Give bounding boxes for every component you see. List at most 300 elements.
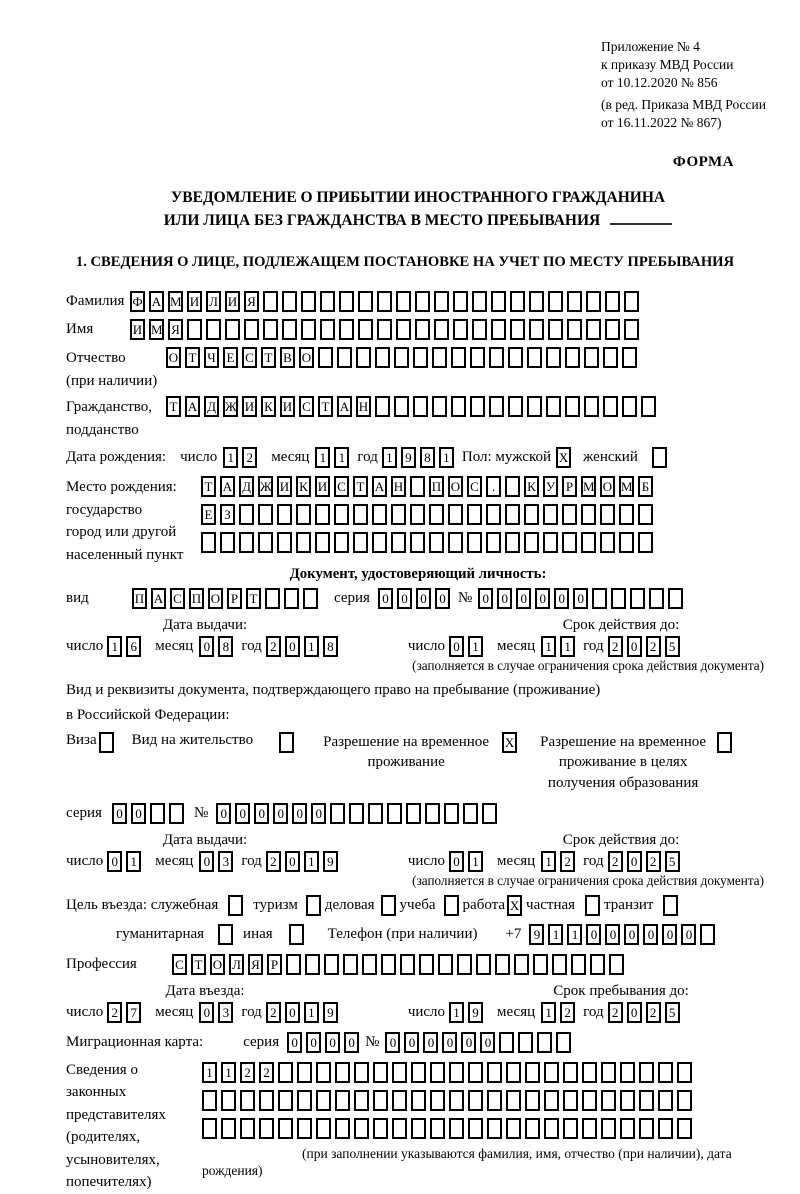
birth-year-cell[interactable]: 1 [439, 447, 454, 468]
profession-cell[interactable] [343, 954, 358, 975]
name-cell[interactable] [225, 319, 240, 340]
mc-series-cell[interactable]: 0 [325, 1032, 340, 1053]
phone-cell[interactable] [700, 924, 715, 945]
legal-reps-cell[interactable] [525, 1062, 540, 1083]
birth-place-cell[interactable]: О [448, 476, 463, 497]
citizenship-cell[interactable] [546, 396, 561, 417]
birth-place-cell[interactable] [486, 504, 501, 525]
legal-reps-cell[interactable] [487, 1062, 502, 1083]
legal-reps-cell[interactable] [449, 1118, 464, 1139]
birth-place-cell[interactable]: С [334, 476, 349, 497]
birth-place-cell[interactable] [581, 532, 596, 553]
legal-reps-cell[interactable] [240, 1118, 255, 1139]
citizenship-cell[interactable]: Д [204, 396, 219, 417]
legal-reps-cell[interactable] [202, 1118, 217, 1139]
doc-issue-month-cell[interactable]: 8 [218, 636, 233, 657]
name-cell[interactable] [282, 319, 297, 340]
name-cell[interactable] [624, 319, 639, 340]
birth-place-cell[interactable] [201, 532, 216, 553]
profession-cell[interactable] [419, 954, 434, 975]
mc-series-cell[interactable]: 0 [287, 1032, 302, 1053]
doc-issue-year-cell[interactable]: 1 [304, 636, 319, 657]
birth-place-cell[interactable] [296, 504, 311, 525]
res-valid-month-cell[interactable]: 2 [560, 851, 575, 872]
legal-reps-cell[interactable]: 1 [221, 1062, 236, 1083]
patronymic-cell[interactable] [565, 347, 580, 368]
birth-place-cell[interactable] [258, 504, 273, 525]
patronymic-cell[interactable] [470, 347, 485, 368]
legal-reps-cell[interactable] [677, 1090, 692, 1111]
name-cell[interactable] [491, 319, 506, 340]
legal-reps-cell[interactable] [221, 1118, 236, 1139]
res-issue-year-cell[interactable]: 1 [304, 851, 319, 872]
purpose-work-cell[interactable]: X [507, 895, 522, 916]
doc-issue-year-cell[interactable]: 0 [285, 636, 300, 657]
purpose-official-cell[interactable] [228, 895, 243, 916]
phone-cell[interactable]: 1 [548, 924, 563, 945]
res-number-cell[interactable] [387, 803, 402, 824]
res-number-cell[interactable] [330, 803, 345, 824]
patronymic-cell[interactable]: О [166, 347, 181, 368]
name-cell[interactable] [301, 319, 316, 340]
profession-cell[interactable] [552, 954, 567, 975]
sex-female-cell[interactable] [652, 447, 667, 468]
stay-day-cell[interactable]: 9 [468, 1002, 483, 1023]
legal-reps-cell[interactable] [658, 1118, 673, 1139]
surname-cell[interactable] [472, 291, 487, 312]
legal-reps-cell[interactable] [373, 1090, 388, 1111]
name-cell[interactable]: М [149, 319, 164, 340]
legal-reps-cell[interactable] [468, 1118, 483, 1139]
citizenship-cell[interactable] [565, 396, 580, 417]
doc-number-cell[interactable] [668, 588, 683, 609]
surname-cell[interactable] [491, 291, 506, 312]
legal-reps-cell[interactable] [639, 1118, 654, 1139]
doc-number-cell[interactable]: 0 [573, 588, 588, 609]
legal-reps-cell[interactable] [354, 1062, 369, 1083]
patronymic-cell[interactable] [451, 347, 466, 368]
res-issue-month-cell[interactable]: 3 [218, 851, 233, 872]
res-issue-year-cell[interactable]: 2 [266, 851, 281, 872]
birth-place-cell[interactable]: С [467, 476, 482, 497]
legal-reps-cell[interactable] [411, 1090, 426, 1111]
legal-reps-cell[interactable] [259, 1118, 274, 1139]
birth-place-cell[interactable] [315, 504, 330, 525]
birth-place-cell[interactable] [638, 532, 653, 553]
doc-valid-year-cell[interactable]: 2 [646, 636, 661, 657]
patronymic-cell[interactable] [508, 347, 523, 368]
res-number-cell[interactable]: 0 [254, 803, 269, 824]
birth-place-cell[interactable] [391, 532, 406, 553]
birth-place-cell[interactable] [239, 532, 254, 553]
birth-place-cell[interactable] [429, 532, 444, 553]
legal-reps-cell[interactable] [620, 1062, 635, 1083]
surname-cell[interactable]: Ф [130, 291, 145, 312]
birth-place-cell[interactable] [334, 504, 349, 525]
birth-place-cell[interactable] [372, 532, 387, 553]
birth-place-cell[interactable]: Е [201, 504, 216, 525]
legal-reps-cell[interactable] [392, 1062, 407, 1083]
legal-reps-cell[interactable] [468, 1062, 483, 1083]
legal-reps-cell[interactable] [316, 1062, 331, 1083]
birth-year-cell[interactable]: 1 [382, 447, 397, 468]
patronymic-cell[interactable]: В [280, 347, 295, 368]
birth-place-cell[interactable]: И [315, 476, 330, 497]
birth-place-cell[interactable] [220, 532, 235, 553]
birth-place-cell[interactable]: А [372, 476, 387, 497]
legal-reps-cell[interactable] [544, 1118, 559, 1139]
legal-reps-cell[interactable] [297, 1118, 312, 1139]
citizenship-cell[interactable] [470, 396, 485, 417]
purpose-humanitarian-cell[interactable] [218, 924, 233, 945]
doc-kind-cell[interactable]: П [132, 588, 147, 609]
birth-place-cell[interactable] [524, 504, 539, 525]
stay-year-cell[interactable]: 0 [627, 1002, 642, 1023]
purpose-tourism-cell[interactable] [306, 895, 321, 916]
profession-cell[interactable] [495, 954, 510, 975]
res-valid-day-cell[interactable]: 1 [468, 851, 483, 872]
stay-month-cell[interactable]: 2 [560, 1002, 575, 1023]
birth-place-cell[interactable] [448, 504, 463, 525]
mc-number-cell[interactable] [518, 1032, 533, 1053]
doc-kind-cell[interactable] [284, 588, 299, 609]
name-cell[interactable] [320, 319, 335, 340]
doc-kind-cell[interactable] [303, 588, 318, 609]
legal-reps-cell[interactable] [335, 1118, 350, 1139]
birth-place-cell[interactable]: Б [638, 476, 653, 497]
mc-number-cell[interactable] [556, 1032, 571, 1053]
profession-cell[interactable] [457, 954, 472, 975]
birth-place-cell[interactable]: М [581, 476, 596, 497]
legal-reps-cell[interactable]: 1 [202, 1062, 217, 1083]
res-valid-month-cell[interactable]: 1 [541, 851, 556, 872]
birth-place-cell[interactable] [581, 504, 596, 525]
name-cell[interactable] [263, 319, 278, 340]
birth-place-cell[interactable]: Р [562, 476, 577, 497]
legal-reps-cell[interactable] [563, 1118, 578, 1139]
name-cell[interactable] [586, 319, 601, 340]
res-valid-year-cell[interactable]: 2 [608, 851, 623, 872]
patronymic-cell[interactable]: С [242, 347, 257, 368]
surname-cell[interactable] [358, 291, 373, 312]
birth-place-cell[interactable] [486, 532, 501, 553]
surname-cell[interactable]: И [225, 291, 240, 312]
doc-kind-cell[interactable]: А [151, 588, 166, 609]
legal-reps-cell[interactable] [430, 1062, 445, 1083]
legal-reps-cell[interactable] [658, 1090, 673, 1111]
name-cell[interactable] [377, 319, 392, 340]
birth-place-cell[interactable] [600, 532, 615, 553]
name-cell[interactable] [206, 319, 221, 340]
res-number-cell[interactable] [425, 803, 440, 824]
legal-reps-cell[interactable] [563, 1062, 578, 1083]
birth-place-cell[interactable]: Т [353, 476, 368, 497]
profession-cell[interactable]: Я [248, 954, 263, 975]
doc-number-cell[interactable] [630, 588, 645, 609]
phone-cell[interactable]: 0 [662, 924, 677, 945]
legal-reps-cell[interactable] [620, 1090, 635, 1111]
name-cell[interactable] [244, 319, 259, 340]
profession-cell[interactable] [286, 954, 301, 975]
birth-day-cell[interactable]: 1 [223, 447, 238, 468]
legal-reps-cell[interactable] [297, 1062, 312, 1083]
legal-reps-cell[interactable] [297, 1090, 312, 1111]
birth-place-cell[interactable] [315, 532, 330, 553]
doc-issue-day-cell[interactable]: 1 [107, 636, 122, 657]
name-cell[interactable] [472, 319, 487, 340]
doc-number-cell[interactable] [592, 588, 607, 609]
entry-year-cell[interactable]: 0 [285, 1002, 300, 1023]
citizenship-cell[interactable]: С [299, 396, 314, 417]
name-cell[interactable] [548, 319, 563, 340]
name-cell[interactable] [187, 319, 202, 340]
mc-number-cell[interactable] [537, 1032, 552, 1053]
legal-reps-cell[interactable] [601, 1118, 616, 1139]
doc-valid-year-cell[interactable]: 2 [608, 636, 623, 657]
citizenship-cell[interactable] [451, 396, 466, 417]
patronymic-cell[interactable]: О [299, 347, 314, 368]
legal-reps-cell[interactable] [487, 1090, 502, 1111]
profession-cell[interactable] [305, 954, 320, 975]
legal-reps-cell[interactable] [202, 1090, 217, 1111]
legal-reps-cell[interactable] [582, 1062, 597, 1083]
citizenship-cell[interactable]: И [242, 396, 257, 417]
residence-permit-cell[interactable] [279, 732, 294, 753]
res-valid-day-cell[interactable]: 0 [449, 851, 464, 872]
entry-day-cell[interactable]: 2 [107, 1002, 122, 1023]
sex-male-cell[interactable]: X [556, 447, 571, 468]
profession-cell[interactable] [400, 954, 415, 975]
birth-place-cell[interactable]: А [220, 476, 235, 497]
birth-month-cell[interactable]: 1 [334, 447, 349, 468]
patronymic-cell[interactable] [318, 347, 333, 368]
birth-place-cell[interactable] [410, 504, 425, 525]
legal-reps-cell[interactable] [259, 1090, 274, 1111]
entry-year-cell[interactable]: 2 [266, 1002, 281, 1023]
stay-month-cell[interactable]: 1 [541, 1002, 556, 1023]
doc-valid-year-cell[interactable]: 0 [627, 636, 642, 657]
purpose-other-cell[interactable] [289, 924, 304, 945]
legal-reps-cell[interactable] [601, 1090, 616, 1111]
doc-issue-year-cell[interactable]: 2 [266, 636, 281, 657]
citizenship-cell[interactable] [641, 396, 656, 417]
citizenship-cell[interactable]: Т [318, 396, 333, 417]
birth-place-cell[interactable] [524, 532, 539, 553]
birth-place-cell[interactable]: О [600, 476, 615, 497]
res-issue-month-cell[interactable]: 0 [199, 851, 214, 872]
birth-place-cell[interactable] [619, 532, 634, 553]
mc-series-cell[interactable]: 0 [344, 1032, 359, 1053]
trp-education-cell[interactable] [717, 732, 732, 753]
profession-cell[interactable] [514, 954, 529, 975]
birth-place-cell[interactable]: Т [201, 476, 216, 497]
patronymic-cell[interactable] [394, 347, 409, 368]
mc-number-cell[interactable]: 0 [442, 1032, 457, 1053]
patronymic-cell[interactable] [622, 347, 637, 368]
legal-reps-cell[interactable] [240, 1090, 255, 1111]
legal-reps-cell[interactable] [411, 1118, 426, 1139]
profession-cell[interactable] [362, 954, 377, 975]
entry-year-cell[interactable]: 1 [304, 1002, 319, 1023]
phone-cell[interactable]: 1 [567, 924, 582, 945]
surname-cell[interactable] [263, 291, 278, 312]
birth-place-cell[interactable] [505, 476, 520, 497]
legal-reps-cell[interactable] [525, 1090, 540, 1111]
birth-place-cell[interactable]: . [486, 476, 501, 497]
birth-place-cell[interactable] [638, 504, 653, 525]
surname-cell[interactable] [624, 291, 639, 312]
mc-number-cell[interactable]: 0 [385, 1032, 400, 1053]
birth-place-cell[interactable] [619, 504, 634, 525]
patronymic-cell[interactable] [337, 347, 352, 368]
patronymic-cell[interactable] [584, 347, 599, 368]
res-number-cell[interactable]: 0 [235, 803, 250, 824]
res-number-cell[interactable]: 0 [292, 803, 307, 824]
birth-place-cell[interactable] [391, 504, 406, 525]
citizenship-cell[interactable] [622, 396, 637, 417]
citizenship-cell[interactable] [375, 396, 390, 417]
profession-cell[interactable] [533, 954, 548, 975]
legal-reps-cell[interactable] [335, 1090, 350, 1111]
legal-reps-cell[interactable] [411, 1062, 426, 1083]
surname-cell[interactable] [434, 291, 449, 312]
citizenship-cell[interactable]: Т [166, 396, 181, 417]
name-cell[interactable]: И [130, 319, 145, 340]
legal-reps-cell[interactable] [392, 1090, 407, 1111]
res-series-cell[interactable] [169, 803, 184, 824]
entry-year-cell[interactable]: 9 [323, 1002, 338, 1023]
legal-reps-cell[interactable] [468, 1090, 483, 1111]
patronymic-cell[interactable] [356, 347, 371, 368]
res-valid-year-cell[interactable]: 5 [665, 851, 680, 872]
doc-valid-day-cell[interactable]: 0 [449, 636, 464, 657]
phone-cell[interactable]: 9 [529, 924, 544, 945]
entry-month-cell[interactable]: 3 [218, 1002, 233, 1023]
birth-place-cell[interactable]: Н [391, 476, 406, 497]
citizenship-cell[interactable] [603, 396, 618, 417]
birth-place-cell[interactable] [239, 504, 254, 525]
surname-cell[interactable] [339, 291, 354, 312]
birth-place-cell[interactable] [543, 532, 558, 553]
patronymic-cell[interactable] [413, 347, 428, 368]
profession-cell[interactable]: Л [229, 954, 244, 975]
legal-reps-cell[interactable] [582, 1118, 597, 1139]
visa-cell[interactable] [99, 732, 114, 753]
doc-valid-day-cell[interactable]: 1 [468, 636, 483, 657]
legal-reps-cell[interactable] [430, 1090, 445, 1111]
name-cell[interactable]: Я [168, 319, 183, 340]
birth-place-cell[interactable] [467, 504, 482, 525]
birth-place-cell[interactable]: У [543, 476, 558, 497]
birth-place-cell[interactable]: К [524, 476, 539, 497]
surname-cell[interactable] [548, 291, 563, 312]
legal-reps-cell[interactable] [449, 1090, 464, 1111]
profession-cell[interactable] [476, 954, 491, 975]
profession-cell[interactable] [571, 954, 586, 975]
citizenship-cell[interactable] [413, 396, 428, 417]
patronymic-cell[interactable]: Е [223, 347, 238, 368]
phone-cell[interactable]: 0 [586, 924, 601, 945]
birth-place-cell[interactable] [258, 532, 273, 553]
res-valid-year-cell[interactable]: 2 [646, 851, 661, 872]
patronymic-cell[interactable]: Т [261, 347, 276, 368]
legal-reps-cell[interactable] [335, 1062, 350, 1083]
birth-place-cell[interactable]: К [296, 476, 311, 497]
legal-reps-cell[interactable] [316, 1090, 331, 1111]
legal-reps-cell[interactable] [278, 1118, 293, 1139]
birth-place-cell[interactable] [562, 504, 577, 525]
phone-cell[interactable]: 0 [624, 924, 639, 945]
purpose-private-cell[interactable] [585, 895, 600, 916]
legal-reps-cell[interactable]: 2 [240, 1062, 255, 1083]
legal-reps-cell[interactable] [544, 1090, 559, 1111]
legal-reps-cell[interactable] [430, 1118, 445, 1139]
citizenship-cell[interactable] [394, 396, 409, 417]
stay-year-cell[interactable]: 5 [665, 1002, 680, 1023]
res-number-cell[interactable] [349, 803, 364, 824]
legal-reps-cell[interactable] [506, 1118, 521, 1139]
citizenship-cell[interactable]: Ж [223, 396, 238, 417]
citizenship-cell[interactable]: А [337, 396, 352, 417]
birth-place-cell[interactable] [372, 504, 387, 525]
entry-day-cell[interactable]: 7 [126, 1002, 141, 1023]
birth-place-cell[interactable]: Д [239, 476, 254, 497]
birth-place-cell[interactable] [562, 532, 577, 553]
res-issue-day-cell[interactable]: 0 [107, 851, 122, 872]
name-cell[interactable] [434, 319, 449, 340]
citizenship-cell[interactable] [527, 396, 542, 417]
legal-reps-cell[interactable] [601, 1062, 616, 1083]
birth-place-cell[interactable] [277, 532, 292, 553]
surname-cell[interactable]: И [187, 291, 202, 312]
birth-place-cell[interactable] [334, 532, 349, 553]
citizenship-cell[interactable] [432, 396, 447, 417]
surname-cell[interactable] [529, 291, 544, 312]
res-issue-year-cell[interactable]: 0 [285, 851, 300, 872]
doc-number-cell[interactable]: 0 [516, 588, 531, 609]
legal-reps-cell[interactable] [506, 1090, 521, 1111]
legal-reps-cell[interactable] [658, 1062, 673, 1083]
doc-valid-year-cell[interactable]: 5 [665, 636, 680, 657]
citizenship-cell[interactable] [489, 396, 504, 417]
legal-reps-cell[interactable] [639, 1090, 654, 1111]
legal-reps-cell[interactable] [278, 1062, 293, 1083]
surname-cell[interactable] [453, 291, 468, 312]
stay-year-cell[interactable]: 2 [646, 1002, 661, 1023]
res-issue-year-cell[interactable]: 9 [323, 851, 338, 872]
profession-cell[interactable] [609, 954, 624, 975]
birth-place-cell[interactable] [410, 476, 425, 497]
purpose-transit-cell[interactable] [663, 895, 678, 916]
doc-kind-cell[interactable] [265, 588, 280, 609]
legal-reps-cell[interactable] [278, 1090, 293, 1111]
mc-series-cell[interactable]: 0 [306, 1032, 321, 1053]
patronymic-cell[interactable]: Т [185, 347, 200, 368]
birth-place-cell[interactable] [277, 504, 292, 525]
legal-reps-cell[interactable] [506, 1062, 521, 1083]
legal-reps-cell[interactable] [563, 1090, 578, 1111]
birth-place-cell[interactable] [429, 504, 444, 525]
birth-place-cell[interactable] [410, 532, 425, 553]
mc-number-cell[interactable] [499, 1032, 514, 1053]
birth-place-cell[interactable] [353, 504, 368, 525]
res-number-cell[interactable]: 0 [216, 803, 231, 824]
doc-series-cell[interactable]: 0 [416, 588, 431, 609]
surname-cell[interactable]: А [149, 291, 164, 312]
birth-day-cell[interactable]: 2 [242, 447, 257, 468]
res-series-cell[interactable] [150, 803, 165, 824]
phone-cell[interactable]: 0 [643, 924, 658, 945]
